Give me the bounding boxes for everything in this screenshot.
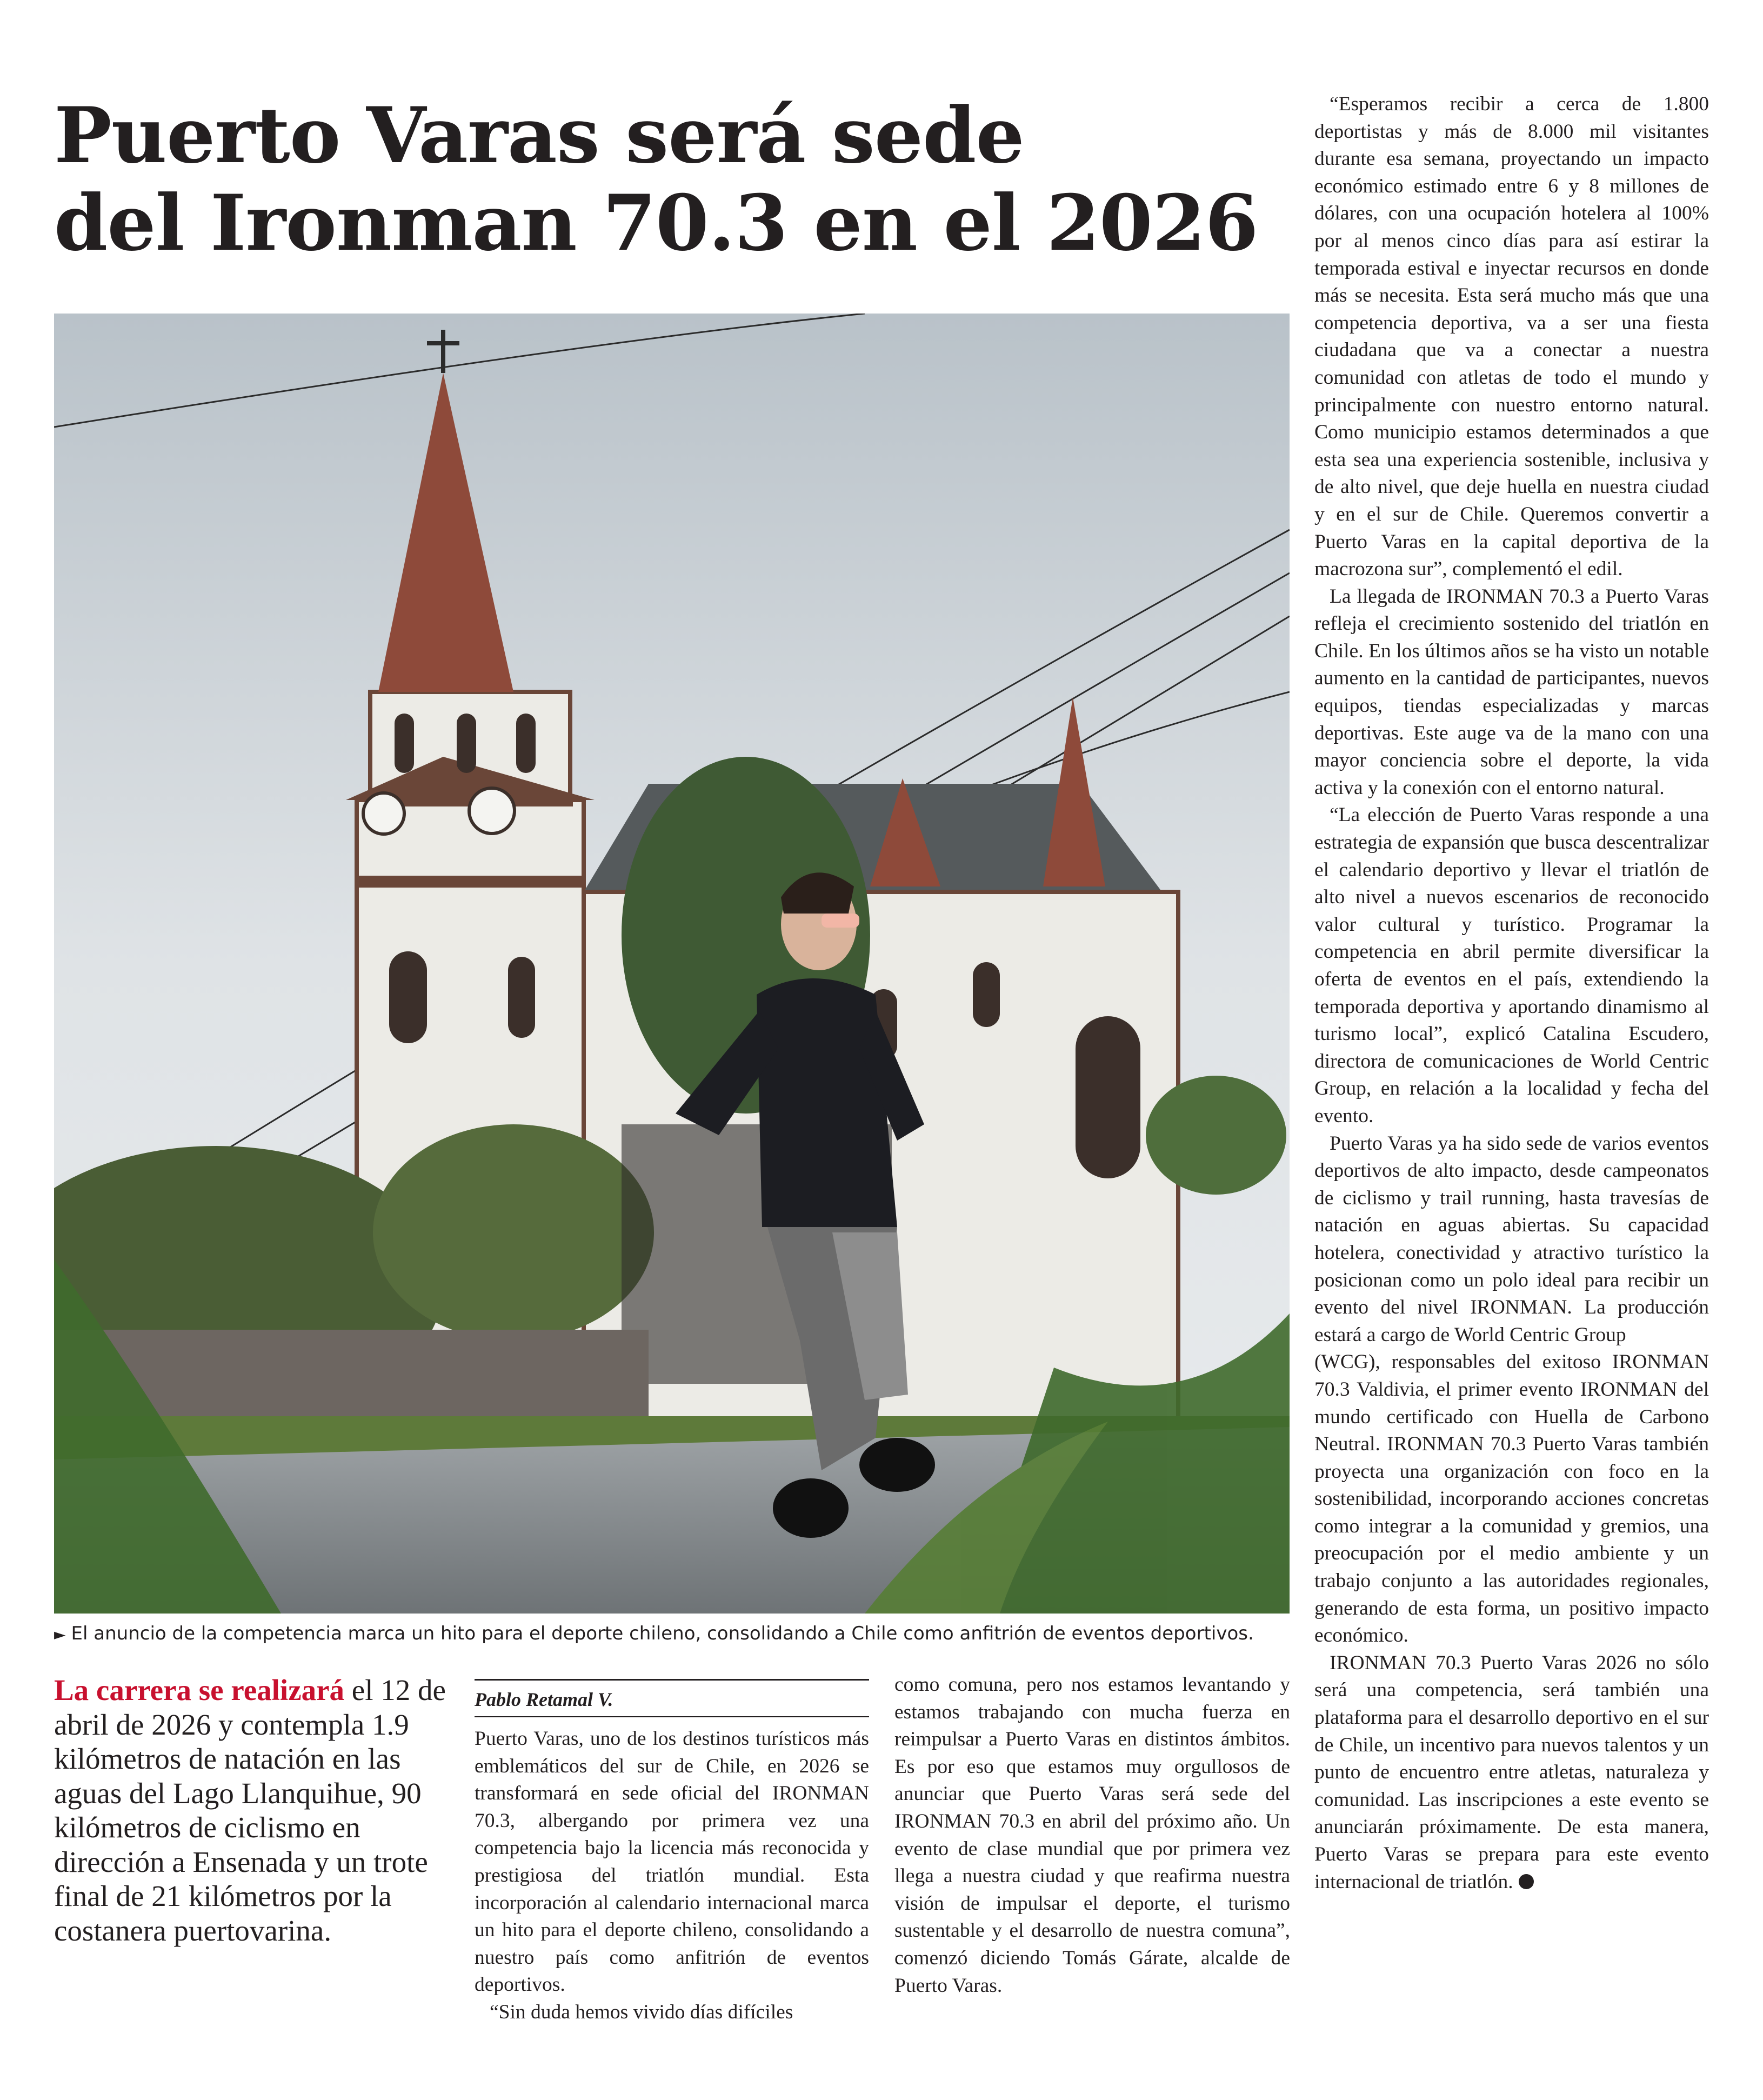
body-paragraph: (WCG), responsables del exitoso IRONMAN 70.3 Valdivia, el primer evento IRONMAN del mundo certificado con Huella de Carbono Neutral. IRONMAN 70.3 Puerto Varas también proyecta una organización con foco en la sostenibilidad, incorporando acciones concretas como integrar a la comunidad y gremios, una preocupación por el medio ambiente y un trabajo conjunto a las autoridades regionales, generando de esta forma, un positivo impacto económico. bbox=[1314, 1351, 1709, 1647]
headline-line-2: del Ironman 70.3 en el 2026 bbox=[54, 178, 1258, 268]
lead-kicker: La carrera se realizará bbox=[54, 1674, 345, 1706]
body-paragraph: “Esperamos recibir a cerca de 1.800 deportistas y más de 8.000 mil visitantes durante esa semana, proyectando un impacto económico estimado entre 6 y 8 millones de dólares, con una ocupación hotelera al 100% por al menos cinco días para así estirar la temporada estival e inyectar recursos en donde más se necesita. Esta será mucho más que una competencia deportiva, va a ser una fiesta ciudadana que va a conectar a nuestra comunidad con atletas de todo el mundo y principalmente con nuestro entorno natural. Como municipio estamos determinados a que esta sea una experiencia sostenible, inclusiva y de alto nivel, que deje huella en nuestra ciudad y en el sur de Chile. Queremos convertir a Puerto Varas en la capital deportiva de la macrozona sur”, complementó el edil. bbox=[1314, 93, 1709, 581]
body-paragraph-final bbox=[1314, 1650, 1709, 1896]
lead-paragraph bbox=[54, 1673, 454, 1948]
body-paragraph: Puerto Varas ya ha sido sede de varios eventos deportivos de alto impacto, desde campeonatos de ciclismo y trail running, hasta travesías de natación en aguas abiertas. Su capacidad hotelera, conectividad y atractivo turístico la posicionan como un polo ideal para recibir un evento del nivel IRONMAN. La producción estará a cargo de World Centric Group bbox=[1314, 1132, 1709, 1346]
body-paragraph: como comuna, pero nos estamos levantando y estamos trabajando con mucha fuerza en reimpulsar a Puerto Varas en distintos ámbitos. Es por eso que estamos muy orgullosos de anunciar que Puerto Varas será sede del IRONMAN 70.3 en abril del próximo año. Un evento de clase mundial que por primera vez llega a nuestra ciudad y que reafirma nuestra visión de impulsar el deporte, el turismo sustentable y el desarrollo de nuestra comuna”, comenzó diciendo Tomás Gárate, alcalde de Puerto Varas. bbox=[894, 1674, 1290, 1997]
final-paragraph-text: IRONMAN 70.3 Puerto Varas 2026 no sólo será una competencia, será también una plataforma para el desarrollo deportivo en el sur de Chile, un incentivo para nuevos talentos y un punto de encuentro entre atletas, naturaleza y comunidad. Las inscripciones a este evento se anunciarán próximamente. De esta manera, Puerto Varas se prepara para este evento internacional de triatlón. bbox=[1314, 1651, 1709, 1893]
headline bbox=[54, 92, 1292, 267]
body-column-3 bbox=[1314, 91, 1709, 1896]
end-of-article-icon bbox=[1519, 1874, 1534, 1889]
article-photo bbox=[54, 314, 1290, 1614]
headline-line-1: Puerto Varas será sede bbox=[54, 91, 1024, 181]
byline: Pablo Retamal V. bbox=[475, 1679, 869, 1717]
photo-caption bbox=[54, 1622, 1292, 1646]
body-paragraph: “Sin duda hemos vivido días difíciles bbox=[490, 2001, 793, 2023]
body-paragraph: La llegada de IRONMAN 70.3 a Puerto Varas refleja el crecimiento sostenido del triatlón en Chile. En los últimos años se ha visto un notable aumento en la cantidad de participantes, nuevos equipos, tiendas especializadas y marcas deportivas. Este auge va de la mano con una mayor conciencia sobre el deporte, la vida activa y la conexión con el entorno natural. bbox=[1314, 585, 1709, 799]
body-column-1 bbox=[475, 1725, 869, 2026]
body-paragraph: “La elección de Puerto Varas responde a una estrategia de expansión que busca descentralizar el calendario deportivo y llevar el triatlón de alto nivel a nuevos escenarios de reconocido valor cultural y turístico. Programar la competencia en abril permite diversificar la oferta de eventos en el país, extendiendo la temporada deportiva y aportando dinamismo al turismo local”, explicó Catalina Escudero, directora de comunicaciones de World Centric Group, en relación a la localidad y fecha del evento. bbox=[1314, 804, 1709, 1127]
body-paragraph: Puerto Varas, uno de los destinos turísticos más emblemáticos del sur de Chile, en 2026 se transformará en sede oficial del IRONMAN 70.3, albergando por primera vez una competencia bajo la licencia más reconocida y prestigiosa del triatlón mundial. Esta incorporación al calendario internacional marca un hito para el deporte chileno, consolidando a nuestro país como anfitrión de eventos deportivos. bbox=[475, 1728, 869, 1996]
lead-text: el 12 de abril de 2026 y contempla 1.9 kilómetros de natación en las aguas del Lago Llanquihue, 90 kilómetros de ciclismo en dirección a Ensenada y un trote final de 21 kilómetros por la costanera puertovarina. bbox=[54, 1674, 446, 1947]
photo-illustration bbox=[54, 314, 1290, 1614]
body-column-2 bbox=[894, 1671, 1290, 1999]
caption-text: El anuncio de la competencia marca un hito para el deporte chileno, consolidando a Chile como anfitrión de eventos deportivos. bbox=[71, 1623, 1254, 1644]
caption-arrow-icon: ► bbox=[54, 1625, 66, 1643]
